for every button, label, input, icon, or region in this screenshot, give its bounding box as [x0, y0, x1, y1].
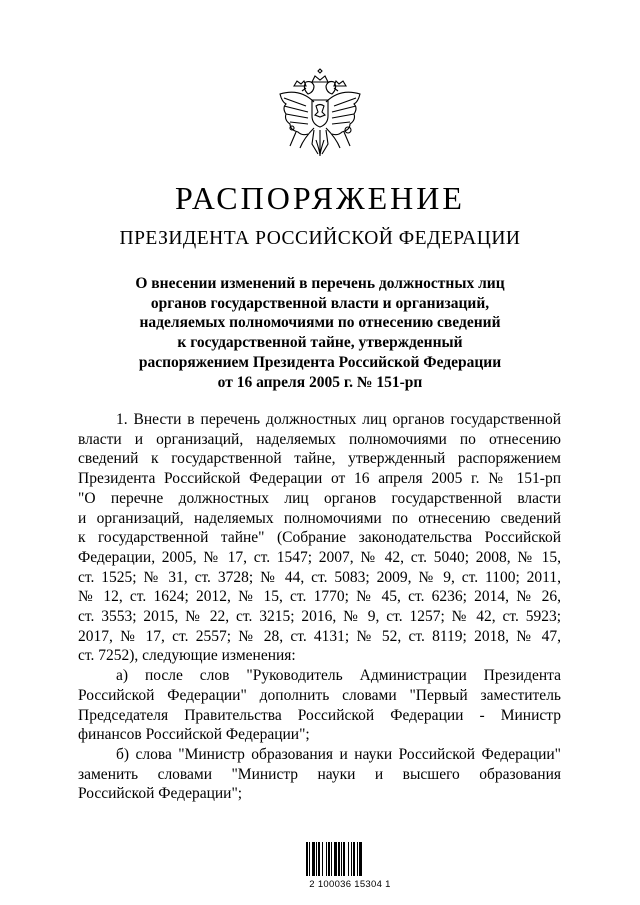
title-line: к государственной тайне, утвержденный — [177, 334, 463, 352]
document-type: РАСПОРЯЖЕНИЕ — [175, 180, 465, 216]
body-line: ст. 3553; 2015, № 22, ст. 3215; 2016, № 9, ст. 1257; № 42, ст. 5923; — [78, 608, 561, 626]
body-line: Председателя Правительства Российской Федерации - Министр — [78, 706, 561, 724]
title-line: наделяемых полномочиями по отнесению сведений — [139, 314, 501, 332]
body-line: заменить словами "Министр науки и высшего образования — [78, 765, 561, 783]
barcode-number: 2 100036 15304 1 — [309, 879, 391, 890]
title-line: органов государственной власти и организаций, — [150, 294, 490, 312]
body-line: власти и организаций, наделяемых полномочиями по отнесению — [78, 430, 561, 448]
title-line: распоряжением Президента Российской Федерации — [138, 353, 502, 371]
body-line: Федерации, 2005, № 17, ст. 1547; 2007, № 42, ст. 5040; 2008, № 15, — [78, 548, 561, 566]
body-line: сведений к государственной тайне, утвержденный распоряжением — [78, 450, 561, 468]
body-line: Президента Российской Федерации от 16 апреля 2005 г. № 151-рп — [78, 470, 561, 488]
body-line: а) после слов "Руководитель Администрации Президента — [116, 667, 561, 685]
body-line: ст. 1525; № 31, ст. 3728; № 44, ст. 5083; 2009, № 9, ст. 1100; 2011, — [78, 568, 561, 586]
issuer-title: ПРЕЗИДЕНТА РОССИЙСКОЙ ФЕДЕРАЦИИ — [119, 228, 521, 249]
body-line: № 12, ст. 1624; 2012, № 15, ст. 1770; № 45, ст. 6236; 2014, № 26, — [78, 588, 561, 606]
body-line: ст. 7252), следующие изменения: — [78, 647, 296, 665]
body-line: 1. Внести в перечень должностных лиц органов государственной — [116, 411, 561, 428]
body-line: финансов Российской Федерации"; — [78, 726, 310, 744]
barcode-icon — [306, 842, 378, 876]
body-line: к государственной тайне" (Собрание законодательства Российской — [78, 529, 561, 547]
document-body — [78, 410, 561, 804]
body-line: Российской Федерации" дополнить словами "Первый заместитель — [78, 686, 561, 704]
coat-of-arms-emblem-icon — [274, 68, 366, 162]
title-line: от 16 апреля 2005 г. № 151-рп — [217, 373, 423, 391]
body-line: 2017, № 17, ст. 2557; № 28, ст. 4131; № 52, ст. 8119; 2018, № 47, — [78, 627, 561, 645]
body-line: Российской Федерации"; — [78, 785, 243, 803]
document-title — [60, 274, 580, 392]
title-line: О внесении изменений в перечень должностных лиц — [135, 275, 505, 292]
body-line: "О перечне должностных лиц органов государственной власти — [78, 489, 561, 507]
body-line: б) слова "Министр образования и науки Российской Федерации" — [116, 745, 561, 763]
body-line: и организаций, наделяемых полномочиями по отнесению сведений — [78, 509, 561, 527]
